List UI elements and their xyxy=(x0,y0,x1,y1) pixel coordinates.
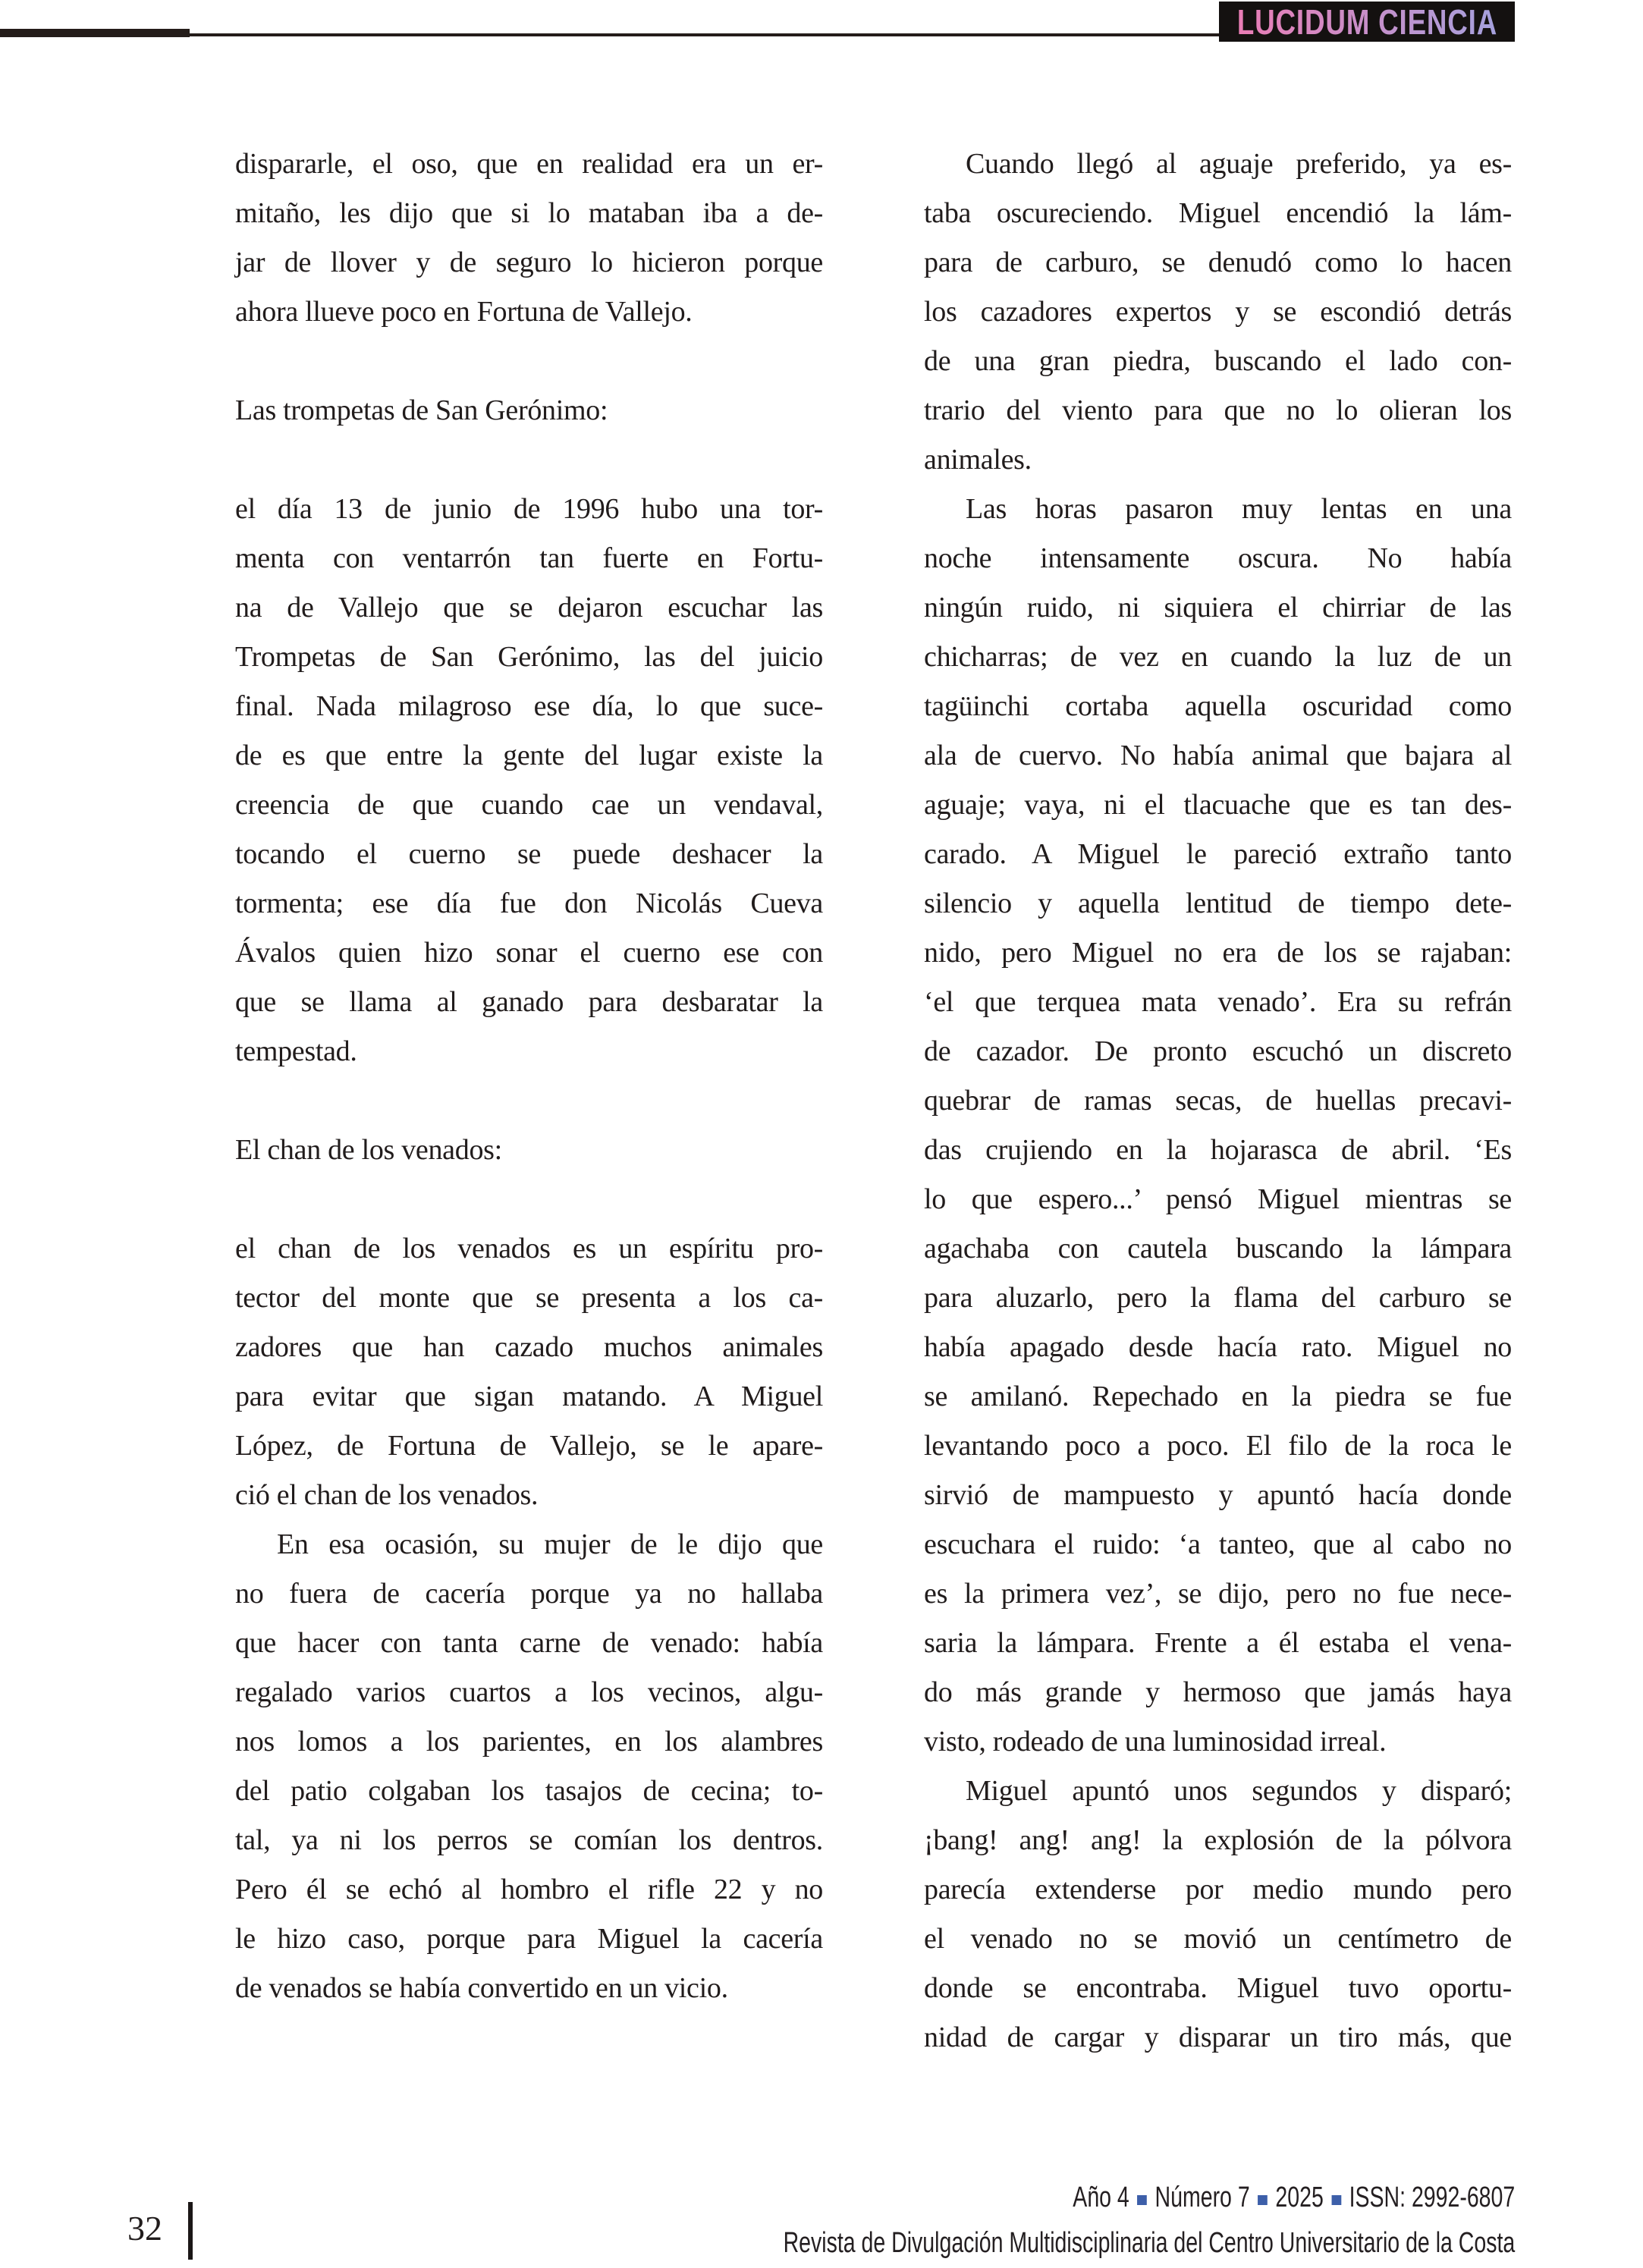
text-line: tector del monte que se presenta a los ca- xyxy=(235,1282,823,1314)
text-line: ¡bang! ang! ang! la explosión de la pólvora xyxy=(924,1824,1512,1856)
text-line: Ávalos quien hizo sonar el cuerno ese con xyxy=(235,937,823,969)
text-line: se amilanó. Repechado en la piedra se fue xyxy=(924,1381,1512,1412)
separator-square-icon xyxy=(1137,2195,1147,2205)
text-line: parecía extenderse por medio mundo pero xyxy=(924,1874,1512,1905)
text-line: aguaje; vaya, ni el tlacuache que es tan des- xyxy=(924,789,1512,821)
text-line: agachaba con cautela buscando la lámpara xyxy=(924,1233,1512,1264)
footer-journal-info xyxy=(539,2175,1515,2266)
issue-info-part: Año 4 xyxy=(1073,2182,1129,2213)
section-heading: Las trompetas de San Gerónimo: xyxy=(235,394,608,426)
text-line: donde se encontraba. Miguel tuvo oportu- xyxy=(924,1972,1512,2004)
text-line: visto, rodeado de una luminosidad irreal. xyxy=(924,1726,1387,1758)
text-line: carado. A Miguel le pareció extraño tanto xyxy=(924,838,1512,870)
text-line: jar de llover y de seguro lo hicieron porque xyxy=(235,247,823,278)
text-line: lo que espero...’ pensó Miguel mientras se xyxy=(924,1183,1512,1215)
text-line: para de carburo, se denudó como lo hacen xyxy=(924,247,1512,278)
text-line: animales. xyxy=(924,444,1032,476)
text-line: saria la lámpara. Frente a él estaba el vena- xyxy=(924,1627,1512,1659)
text-line: de una gran piedra, buscando el lado con- xyxy=(924,345,1512,377)
paragraph-gap xyxy=(235,1175,823,1224)
text-line: nido, pero Miguel no era de los se rajaban: xyxy=(924,937,1512,969)
page-number: 32 xyxy=(127,2209,162,2248)
text-line: levantando poco a poco. El filo de la roca le xyxy=(924,1430,1512,1462)
text-line: chicharras; de vez en cuando la luz de un xyxy=(924,641,1512,673)
text-line: silencio y aquella lentitud de tiempo dete- xyxy=(924,887,1512,919)
text-line: ció el chan de los venados. xyxy=(235,1479,539,1511)
text-line: menta con ventarrón tan fuerte en Fortu- xyxy=(235,542,823,574)
text-line: Trompetas de San Gerónimo, las del juicio xyxy=(235,641,823,673)
text-line: na de Vallejo que se dejaron escuchar las xyxy=(235,592,823,624)
text-line: del patio colgaban los tasajos de cecina; to- xyxy=(235,1775,823,1807)
text-line: tocando el cuerno se puede deshacer la xyxy=(235,838,823,870)
issue-info-part: 2025 xyxy=(1275,2182,1324,2213)
text-line: mitaño, les dijo que si lo mataban iba a de- xyxy=(235,197,823,229)
text-line: sirvió de mampuesto y apuntó hacía donde xyxy=(924,1479,1512,1511)
text-line: tal, ya ni los perros se comían los dentros. xyxy=(235,1824,823,1856)
text-line: no fuera de cacería porque ya no hallaba xyxy=(235,1578,823,1610)
text-column-left xyxy=(235,140,823,2013)
text-line: Miguel apuntó unos segundos y disparó; xyxy=(966,1775,1512,1807)
text-line: taba oscureciendo. Miguel encendió la lám- xyxy=(924,197,1512,229)
text-line: el venado no se movió un centímetro de xyxy=(924,1923,1512,1955)
text-line: regalado varios cuartos a los vecinos, algu- xyxy=(235,1676,823,1708)
text-line: final. Nada milagroso ese día, lo que suce- xyxy=(235,690,823,722)
issue-info-part: ISSN: 2992-6807 xyxy=(1349,2182,1515,2213)
text-line: para evitar que sigan matando. A Miguel xyxy=(235,1381,823,1412)
paragraph-gap xyxy=(235,337,823,386)
text-line: trario del viento para que no lo olieran los xyxy=(924,394,1512,426)
issue-info xyxy=(1073,2175,1515,2220)
text-line: le hizo caso, porque para Miguel la cacería xyxy=(235,1923,823,1955)
text-line: nos lomos a los parientes, en los alambres xyxy=(235,1726,823,1758)
journal-logo xyxy=(1219,2,1515,42)
text-line: escuchara el ruido: ‘a tanteo, que al cabo no xyxy=(924,1528,1512,1560)
text-line: creencia de que cuando cae un vendaval, xyxy=(235,789,823,821)
text-line: que hacer con tanta carne de venado: había xyxy=(235,1627,823,1659)
text-line: López, de Fortuna de Vallejo, se le apare- xyxy=(235,1430,823,1462)
text-line: de es que entre la gente del lugar existe la xyxy=(235,740,823,771)
text-line: dispararle, el oso, que en realidad era un er- xyxy=(235,148,823,180)
text-line: zadores que han cazado muchos animales xyxy=(235,1331,823,1363)
journal-name-line xyxy=(539,2220,1515,2266)
section-heading: El chan de los venados: xyxy=(235,1134,502,1166)
text-line: el chan de los venados es un espíritu pro- xyxy=(235,1233,823,1264)
text-line: para aluzarlo, pero la flama del carburo se xyxy=(924,1282,1512,1314)
paragraph-gap xyxy=(235,435,823,485)
text-line: ningún ruido, ni siquiera el chirriar de las xyxy=(924,592,1512,624)
text-line: En esa ocasión, su mujer de le dijo que xyxy=(277,1528,823,1560)
page-number-divider xyxy=(188,2202,193,2260)
text-line: tempestad. xyxy=(235,1035,357,1067)
text-line: Cuando llegó al aguaje preferido, ya es- xyxy=(966,148,1512,180)
text-line: do más grande y hermoso que jamás haya xyxy=(924,1676,1512,1708)
text-line: ala de cuervo. No había animal que bajara al xyxy=(924,740,1512,771)
text-line: de cazador. De pronto escuchó un discreto xyxy=(924,1035,1512,1067)
text-line: que se llama al ganado para desbaratar la xyxy=(235,986,823,1018)
text-line: tormenta; ese día fue don Nicolás Cueva xyxy=(235,887,823,919)
text-line: Pero él se echó al hombro el rifle 22 y no xyxy=(235,1874,823,1905)
text-line: quebrar de ramas secas, de huellas precavi- xyxy=(924,1085,1512,1117)
text-line: Las horas pasaron muy lentas en una xyxy=(966,493,1512,525)
text-line: ‘el que terquea mata venado’. Era su refrán xyxy=(924,986,1512,1018)
text-line: había apagado desde hacía rato. Miguel no xyxy=(924,1331,1512,1363)
text-column-right xyxy=(924,140,1512,2062)
separator-square-icon xyxy=(1331,2195,1341,2205)
text-line: ahora llueve poco en Fortuna de Vallejo. xyxy=(235,296,693,328)
journal-logo-text: LUCIDUM CIENCIA xyxy=(1236,2,1497,42)
journal-name: Revista de Divulgación Multidisciplinaria del Centro Universitario de la Costa xyxy=(783,2227,1515,2259)
text-line: los cazadores expertos y se escondió detrás xyxy=(924,296,1512,328)
text-line: nidad de cargar y disparar un tiro más, que xyxy=(924,2021,1512,2053)
paragraph-gap xyxy=(235,1076,823,1126)
text-line: tagüinchi cortaba aquella oscuridad como xyxy=(924,690,1512,722)
text-line: es la primera vez’, se dijo, pero no fue nece- xyxy=(924,1578,1512,1610)
text-line: el día 13 de junio de 1996 hubo una tor- xyxy=(235,493,823,525)
text-line: noche intensamente oscura. No había xyxy=(924,542,1512,574)
issue-info-line xyxy=(539,2175,1515,2220)
separator-square-icon xyxy=(1258,2195,1268,2205)
issue-info-part: Número 7 xyxy=(1154,2182,1250,2213)
text-line: de venados se había convertido en un vicio. xyxy=(235,1972,728,2004)
header-rule-accent xyxy=(0,29,190,37)
text-line: das crujiendo en la hojarasca de abril. ‘Es xyxy=(924,1134,1512,1166)
